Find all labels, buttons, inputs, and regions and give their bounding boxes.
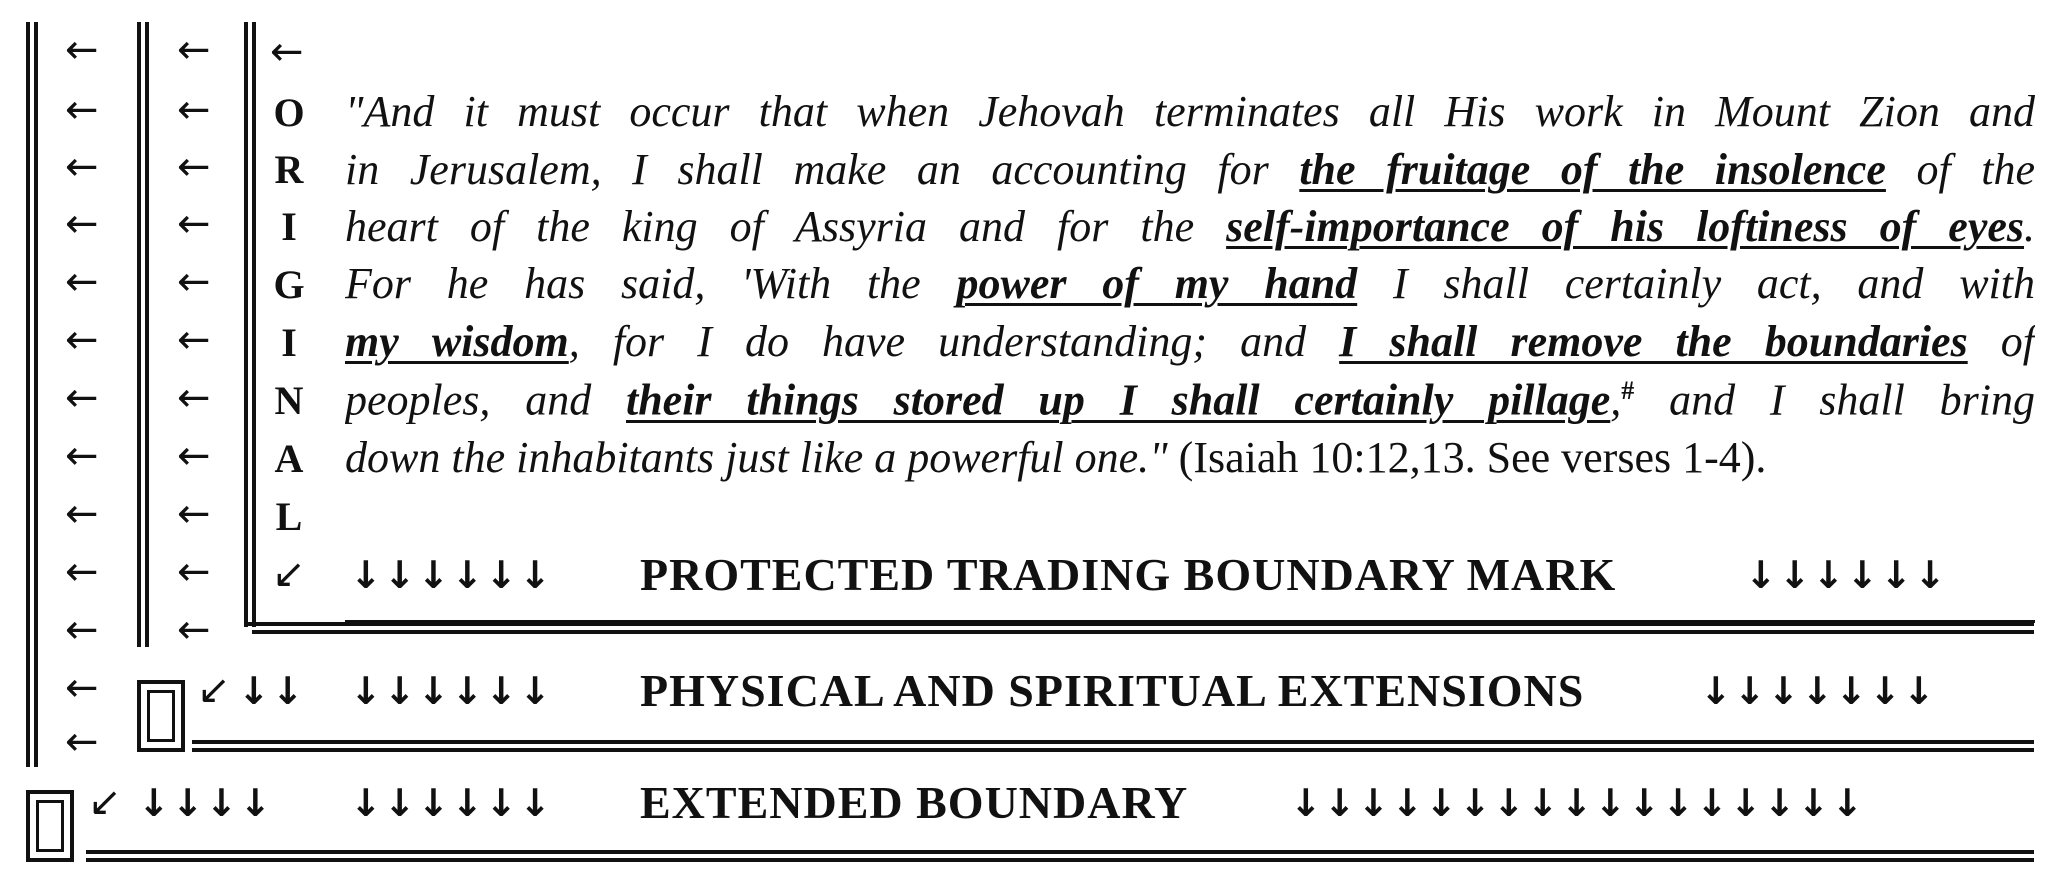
down-arrows-icon: ↓↓↓↓↓↓ xyxy=(350,553,554,597)
emphasis: power of my hand xyxy=(956,262,1358,308)
outer-frame-bottom-b xyxy=(86,858,2034,862)
inner-frame-bottom-b xyxy=(252,630,2034,634)
left-arrow-icon: ← xyxy=(65,317,99,363)
double-square-icon xyxy=(137,680,185,752)
quote-line-2: in Jerusalem, I shall make an accounting for the fruitage of the insolence of the xyxy=(345,148,2035,194)
left-arrow-icon: ← xyxy=(65,144,99,190)
middle-rule-b xyxy=(145,22,149,647)
left-arrow-icon: ← xyxy=(177,27,211,73)
original-letter: L xyxy=(275,494,303,539)
inner-rule-b xyxy=(252,22,256,627)
left-arrow-icon: ← xyxy=(177,201,211,247)
inner-rule-a xyxy=(244,22,248,627)
original-letter: I xyxy=(281,320,297,365)
emphasis: the fruitage of the insolence xyxy=(1299,148,1886,194)
original-letter: O xyxy=(273,90,305,135)
quote-line-6: peoples, and their things stored up I shall certainly pillage,# and I shall bring xyxy=(345,378,2035,424)
original-letter: N xyxy=(274,378,304,423)
original-letter: R xyxy=(274,147,304,192)
left-arrow-icon: ← xyxy=(65,549,99,595)
down-arrows-icon: ↓↓↓↓↓↓ xyxy=(350,781,554,825)
left-arrow-icon: ← xyxy=(65,433,99,479)
left-arrow-icon: ← xyxy=(65,27,99,73)
outer-frame-bottom-a xyxy=(86,850,2034,854)
quote-line-4: For he has said, 'With the power of my hand I shall certainly act, and with xyxy=(345,262,2035,308)
down-arrows-icon: ↓↓↓↓ xyxy=(138,781,274,825)
left-arrow-icon: ← xyxy=(65,665,99,711)
quote-line-5: my wisdom, for I do have understanding; and I shall remove the boundaries of xyxy=(345,320,2035,366)
heading-protected-trading-boundary-mark: PROTECTED TRADING BOUNDARY MARK xyxy=(640,549,1617,600)
down-left-arrow-icon: ↙ xyxy=(272,551,306,597)
emphasis: my wisdom xyxy=(345,320,569,366)
left-arrow-icon: ← xyxy=(177,375,211,421)
left-arrow-icon: ← xyxy=(65,719,99,765)
left-arrow-icon: ← xyxy=(65,607,99,653)
left-arrow-icon: ← xyxy=(65,201,99,247)
down-arrows-icon: ↓↓↓↓↓↓ xyxy=(1745,553,1949,597)
left-arrow-icon: ← xyxy=(65,87,99,133)
original-letter: G xyxy=(273,262,305,307)
scripture-reference: (Isaiah 10:12,13. See verses 1-4). xyxy=(1167,433,1767,482)
down-arrows-icon: ↓↓ xyxy=(238,669,306,713)
emphasis: I shall remove the boundaries xyxy=(1339,320,1968,366)
outer-rule-left-b xyxy=(34,22,38,767)
left-arrow-icon: ← xyxy=(65,491,99,537)
left-arrow-icon: ← xyxy=(65,259,99,305)
left-arrow-icon: ← xyxy=(177,607,211,653)
left-arrow-icon: ← xyxy=(177,87,211,133)
left-arrow-icon: ← xyxy=(177,433,211,479)
quote-line-1: "And it must occur that when Jehovah terminates all His work in Mount Zion and xyxy=(345,90,2035,136)
left-arrow-icon: ← xyxy=(65,375,99,421)
quote-line-3: heart of the king of Assyria and for the self-importance of his loftiness of eyes. xyxy=(345,205,2035,251)
middle-frame-bottom-a xyxy=(192,740,2034,744)
down-arrows-icon: ↓↓↓↓↓↓↓↓↓↓↓↓↓↓↓↓↓ xyxy=(1290,781,1866,825)
outer-rule-left-a xyxy=(26,22,30,767)
middle-frame-bottom-b xyxy=(192,748,2034,752)
left-arrow-icon: ← xyxy=(177,259,211,305)
footnote-mark: # xyxy=(1621,378,1635,405)
down-arrows-icon: ↓↓↓↓↓↓ xyxy=(350,669,554,713)
left-arrow-icon: ← xyxy=(177,317,211,363)
emphasis: their things stored up I shall certainly pillage xyxy=(625,378,1611,424)
down-arrows-icon: ↓↓↓↓↓↓↓ xyxy=(1700,669,1937,713)
left-arrow-icon: ← xyxy=(177,549,211,595)
emphasis: self-importance of his loftiness of eyes xyxy=(1226,205,2025,251)
left-arrow-icon: ← xyxy=(177,491,211,537)
left-arrow-icon: ← xyxy=(270,29,304,75)
double-square-icon xyxy=(26,790,74,862)
down-left-arrow-icon: ↙ xyxy=(88,779,122,825)
middle-rule-a xyxy=(137,22,141,647)
down-left-arrow-icon: ↙ xyxy=(197,667,231,713)
left-arrow-icon: ← xyxy=(177,144,211,190)
original-letter: I xyxy=(281,204,297,249)
section-rule-a xyxy=(345,620,2035,623)
heading-extended-boundary: EXTENDED BOUNDARY xyxy=(640,777,1189,828)
original-letter: A xyxy=(274,436,304,481)
quote-line-7: down the inhabitants just like a powerful one." (Isaiah 10:12,13. See verses 1-4). xyxy=(345,433,1767,482)
heading-physical-and-spiritual-extensions: PHYSICAL AND SPIRITUAL EXTENSIONS xyxy=(640,665,1585,716)
